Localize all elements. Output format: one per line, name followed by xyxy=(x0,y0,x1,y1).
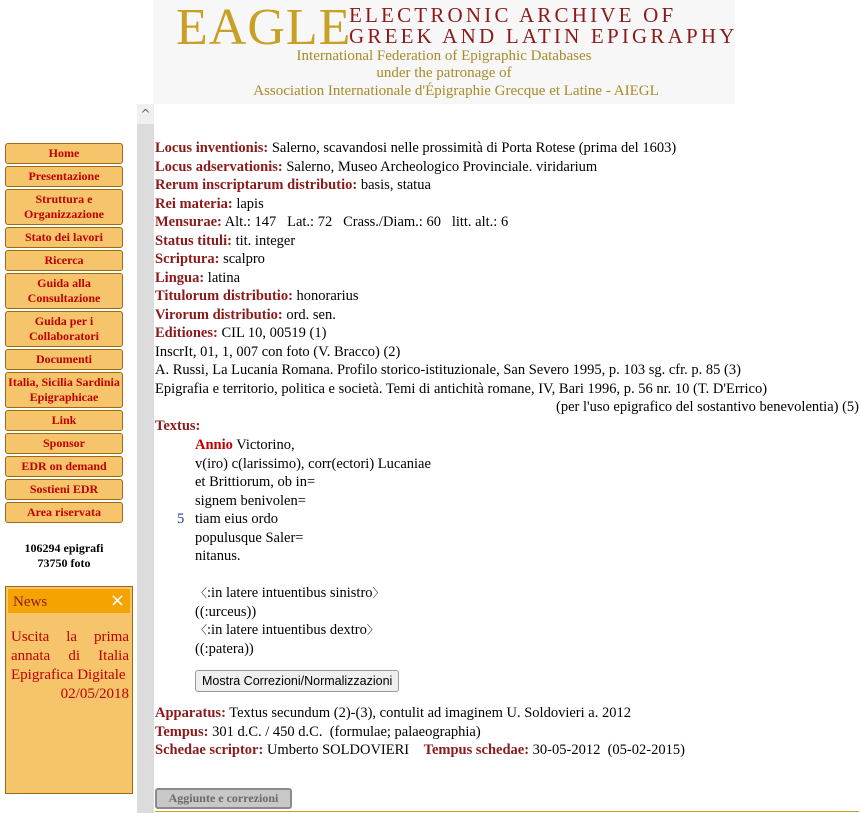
nav-italia-epigraphicae[interactable]: Italia, Sicilia Sardinia Epigraphicae xyxy=(5,372,123,408)
field-label: Scriptura: xyxy=(155,251,220,267)
field-value: latina xyxy=(207,269,241,286)
stats-foto: 73750 foto xyxy=(37,556,91,570)
site-stats xyxy=(5,541,123,571)
record-footer xyxy=(155,704,859,760)
logo-title-line2: GREEK AND LATIN EPIGRAPHY xyxy=(349,24,738,48)
field-apparatus xyxy=(155,704,859,723)
close-icon[interactable]: × xyxy=(109,590,125,611)
field-rei-materia xyxy=(155,195,859,214)
nav-home[interactable]: Home xyxy=(5,143,123,164)
news-item[interactable] xyxy=(11,628,129,704)
field-label: Tempus: xyxy=(155,723,209,740)
eagle-logo: EAGLE xyxy=(176,0,352,56)
field-status-tituli xyxy=(155,232,859,251)
field-value: Umberto SOLDOVIERI xyxy=(266,742,410,758)
text-line xyxy=(195,621,859,640)
field-textus xyxy=(155,417,859,436)
field-label: Status tituli: xyxy=(155,232,232,249)
record-details xyxy=(155,139,859,760)
field-value: Alt.: 147 Lat.: 72 Crass./Diam.: 60 litt. alt.: 6 xyxy=(224,214,509,230)
stats-epigrafi: 106294 epigrafi xyxy=(24,541,104,555)
field-label: Textus: xyxy=(155,417,201,434)
nav-guida-collaboratori[interactable]: Guida per i Collaboratori xyxy=(5,311,123,347)
edition-line: Epigrafia e territorio, politica e società. Temi di antichità romane, IV, Bari 1996, p. 56 nr. 10 (T. D'Errico) xyxy=(155,380,768,397)
text-line: ((:urceus)) xyxy=(195,603,257,620)
field-editiones xyxy=(155,324,859,343)
text-line xyxy=(177,510,859,529)
field-label: Lingua: xyxy=(155,269,205,286)
field-mensurae xyxy=(155,213,859,232)
field-value: tit. integer xyxy=(235,232,296,249)
field-label: Titulorum distributio: xyxy=(155,288,293,304)
sidebar-nav xyxy=(5,143,123,525)
nav-area-riservata[interactable]: Area riservata xyxy=(5,502,123,523)
field-value: lapis xyxy=(236,195,264,212)
field-label: Locus inventionis: xyxy=(155,140,269,156)
field-value: Salerno, Museo Archeologico Provinciale. viridarium xyxy=(286,158,598,175)
text-line: et Brittiorum, ob in= xyxy=(195,474,316,490)
text-line: populusque Saler= xyxy=(195,529,304,546)
text-fragment: Victorino, xyxy=(232,437,295,453)
inscription-text xyxy=(177,436,859,658)
field-virorum xyxy=(155,306,859,325)
nav-sostieni-edr[interactable]: Sostieni EDR xyxy=(5,479,123,500)
edition-line: (per l'uso epigrafico del sostantivo benevolentia) (5) xyxy=(556,399,859,415)
field-label: Rei materia: xyxy=(155,195,233,212)
nav-link[interactable]: Link xyxy=(5,410,123,431)
text-line xyxy=(195,584,859,603)
nav-struttura[interactable]: Struttura e Organizzazione xyxy=(5,189,123,225)
nav-sponsor[interactable]: Sponsor xyxy=(5,433,123,454)
line-number: 5 xyxy=(177,511,185,527)
text-fragment: :in latere intuentibus sinistro xyxy=(207,585,373,601)
field-schedae xyxy=(155,741,859,760)
header-banner xyxy=(153,0,738,104)
field-label: Tempus schedae: xyxy=(423,742,530,758)
field-value: ord. sen. xyxy=(286,306,336,323)
text-line: signem benivolen= xyxy=(195,492,306,509)
nav-stato-lavori[interactable]: Stato dei lavori xyxy=(5,227,123,248)
angle-bracket-left-icon: 〈 xyxy=(195,623,208,637)
logo-title-line1: ELECTRONIC ARCHIVE OF xyxy=(349,3,677,27)
field-locus-inventionis xyxy=(155,139,859,158)
header-subtitle: Association Internationale d'Épigraphie Grecque et Latine - AIEGL xyxy=(253,83,659,99)
field-lingua xyxy=(155,269,859,288)
person-name-link[interactable]: Annio xyxy=(195,437,233,453)
news-date: 02/05/2018 xyxy=(60,686,129,702)
field-value: basis, statua xyxy=(360,177,431,193)
header-subtitle: under the patronage of xyxy=(376,65,512,81)
text-line: v(iro) c(larissimo), corr(ectori) Lucaniae xyxy=(195,455,431,472)
field-value: CIL 10, 00519 (1) xyxy=(221,325,327,341)
field-value: 301 d.C. / 450 d.C. (formulae; palaeographia) xyxy=(212,723,481,740)
field-value: Salerno, scavandosi nelle prossimità di Porta Rotese (prima del 1603) xyxy=(271,140,677,156)
news-box xyxy=(5,586,133,794)
scrollbar[interactable] xyxy=(137,104,154,813)
field-tempus xyxy=(155,723,859,742)
header-subtitle: International Federation of Epigraphic Databases xyxy=(296,48,592,64)
text-line: nitanus. xyxy=(195,548,241,564)
field-locus-adservationis xyxy=(155,158,859,177)
nav-ricerca[interactable]: Ricerca xyxy=(5,250,123,271)
edition-line: InscrIt, 01, 1, 007 con foto (V. Bracco) (2) xyxy=(155,343,401,360)
field-label: Rerum inscriptarum distributio: xyxy=(155,177,358,193)
news-header xyxy=(8,589,130,613)
field-scriptura xyxy=(155,250,859,269)
nav-documenti[interactable]: Documenti xyxy=(5,349,123,370)
news-text: Uscita la prima annata di Italia Epigrafica Digitale xyxy=(11,629,129,683)
angle-bracket-right-icon: 〉 xyxy=(372,586,385,600)
angle-bracket-right-icon: 〉 xyxy=(366,623,379,637)
field-label: Schedae scriptor: xyxy=(155,742,264,758)
text-line: ((:patera)) xyxy=(195,640,254,657)
field-label: Virorum distributio: xyxy=(155,306,283,323)
text-line-empty xyxy=(195,566,859,585)
field-value: 30-05-2012 (05-02-2015) xyxy=(532,742,685,758)
field-titulorum xyxy=(155,287,859,306)
field-label: Locus adservationis: xyxy=(155,158,283,175)
news-title: News xyxy=(13,594,48,610)
angle-bracket-left-icon: 〈 xyxy=(195,586,208,600)
field-value: honorarius xyxy=(296,288,359,304)
nav-edr-on-demand[interactable]: EDR on demand xyxy=(5,456,123,477)
field-value: scalpro xyxy=(223,251,265,267)
edition-line: A. Russi, La Lucania Romana. Profilo storico-istituzionale, San Severo 1995, p. 103 sg. cfr. p. 85 (3) xyxy=(155,362,741,378)
text-fragment: tiam eius ordo xyxy=(195,511,278,527)
nav-guida-consultazione[interactable]: Guida alla Consultazione xyxy=(5,273,123,309)
show-corrections-button[interactable]: Mostra Correzioni/Normalizzazioni xyxy=(195,670,399,692)
text-line xyxy=(195,436,859,455)
field-value: Textus secundum (2)-(3), contulit ad imaginem U. Soldovieri a. 2012 xyxy=(229,705,631,721)
text-fragment: :in latere intuentibus dextro xyxy=(207,622,367,638)
additions-corrections-button[interactable]: Aggiunte e correzioni xyxy=(155,788,292,809)
scroll-up-arrow-icon[interactable]: ^ xyxy=(137,104,154,124)
field-label: Editiones: xyxy=(155,325,218,341)
nav-presentazione[interactable]: Presentazione xyxy=(5,166,123,187)
field-rerum xyxy=(155,176,859,195)
field-label: Apparatus: xyxy=(155,705,226,721)
field-label: Mensurae: xyxy=(155,214,222,230)
divider xyxy=(155,811,859,812)
